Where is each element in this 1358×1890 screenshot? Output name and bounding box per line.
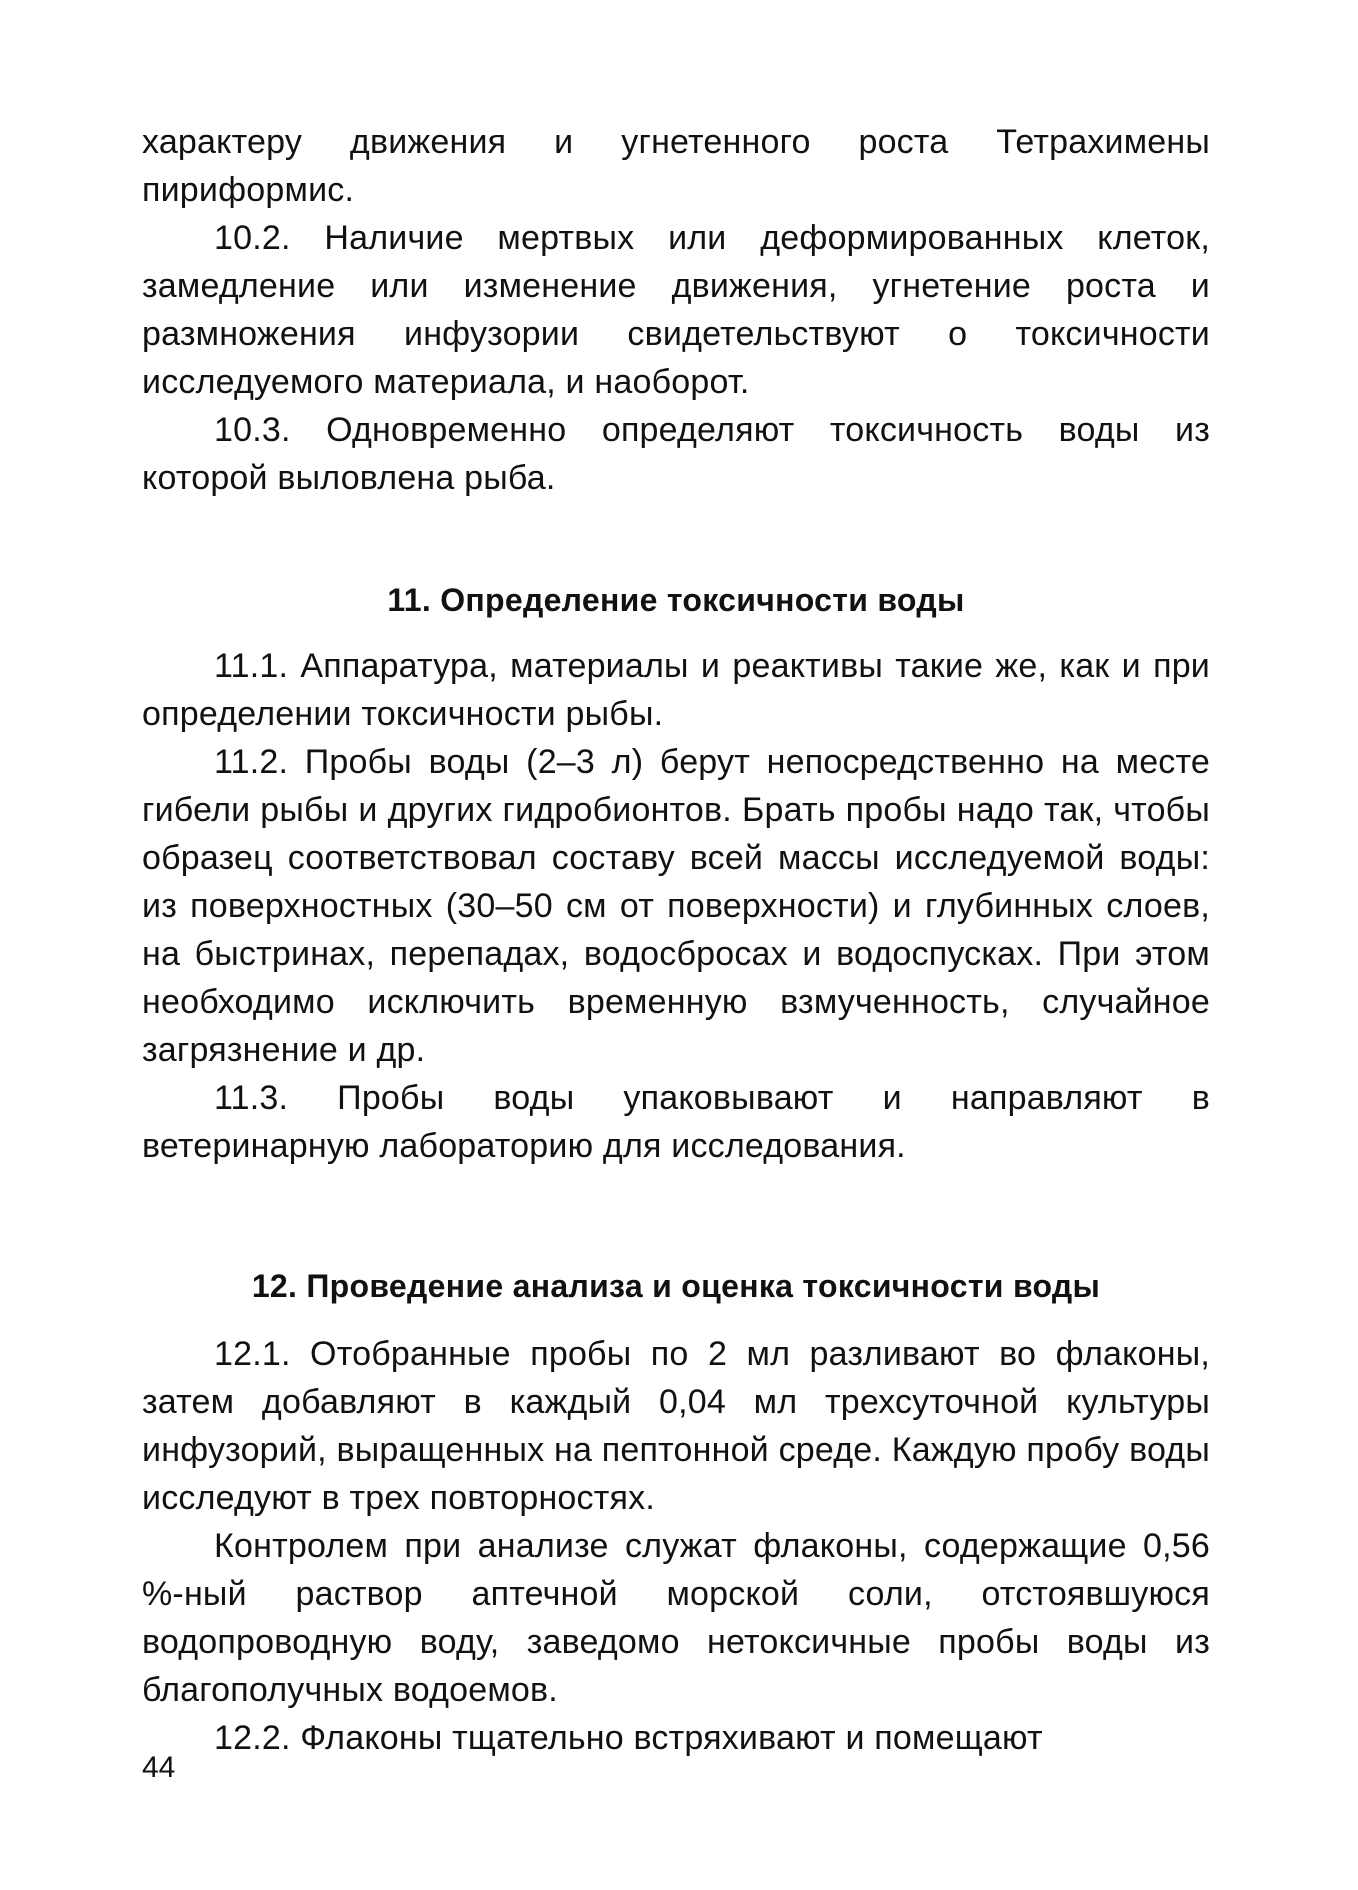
section-11-text	[142, 642, 1210, 1170]
paragraph-11-1: 11.1. Аппаратура, материалы и реактивы такие же, как и при определении токсичности рыбы.	[142, 647, 1210, 733]
section-12-heading: 12. Проведение анализа и оценка токсичности воды	[251, 1268, 1101, 1304]
paragraph-10-2: 10.2. Наличие мертвых или деформированных клеток, замедление или изменение движения, угнетение роста и размножения инфузории свидетельствуют о токсичности исследуемого материала, и наоборот.	[142, 219, 1210, 401]
page-number: 44	[142, 1751, 176, 1784]
paragraph-11-3: 11.3. Пробы воды упаковывают и направляют в ветеринарную лабораторию для исследования.	[142, 1079, 1210, 1165]
paragraph-12-1-control: Контролем при анализе служат флаконы, содержащие 0,56 %-ный раствор аптечной морской соли, отстоявшуюся водопроводную воду, заведомо нетоксичные пробы воды из благополучных водоемов.	[142, 1527, 1210, 1709]
section-12-text	[142, 1330, 1210, 1762]
paragraph-12-2: 12.2. Флаконы тщательно встряхивают и помещают	[214, 1719, 1043, 1757]
section-10-text	[142, 118, 1210, 502]
paragraph-10-3: 10.3. Одновременно определяют токсичность воды из которой выловлена рыба.	[142, 411, 1210, 497]
section-11-heading: 11. Определение токсичности воды	[387, 582, 965, 618]
paragraph-10-1-continuation: характеру движения и угнетенного роста Тетрахимены пириформис.	[142, 123, 1210, 209]
paragraph-11-2: 11.2. Пробы воды (2–3 л) берут непосредственно на месте гибели рыбы и других гидробионтов. Брать пробы надо так, чтобы образец соответствовал составу всей массы исследуемой воды: из поверхностных (30–50 см от поверхности) и глубинных слоев, на быстринах, перепадах, водосбросах и водоспусках. При этом необходимо исключить временную взмученность, случайное загрязнение и др.	[142, 743, 1210, 1069]
paragraph-12-1: 12.1. Отобранные пробы по 2 мл разливают во флаконы, затем добавляют в каждый 0,04 мл трехсуточной культуры инфузорий, выращенных на пептонной среде. Каждую пробу воды исследуют в трех повторностях.	[142, 1335, 1210, 1517]
